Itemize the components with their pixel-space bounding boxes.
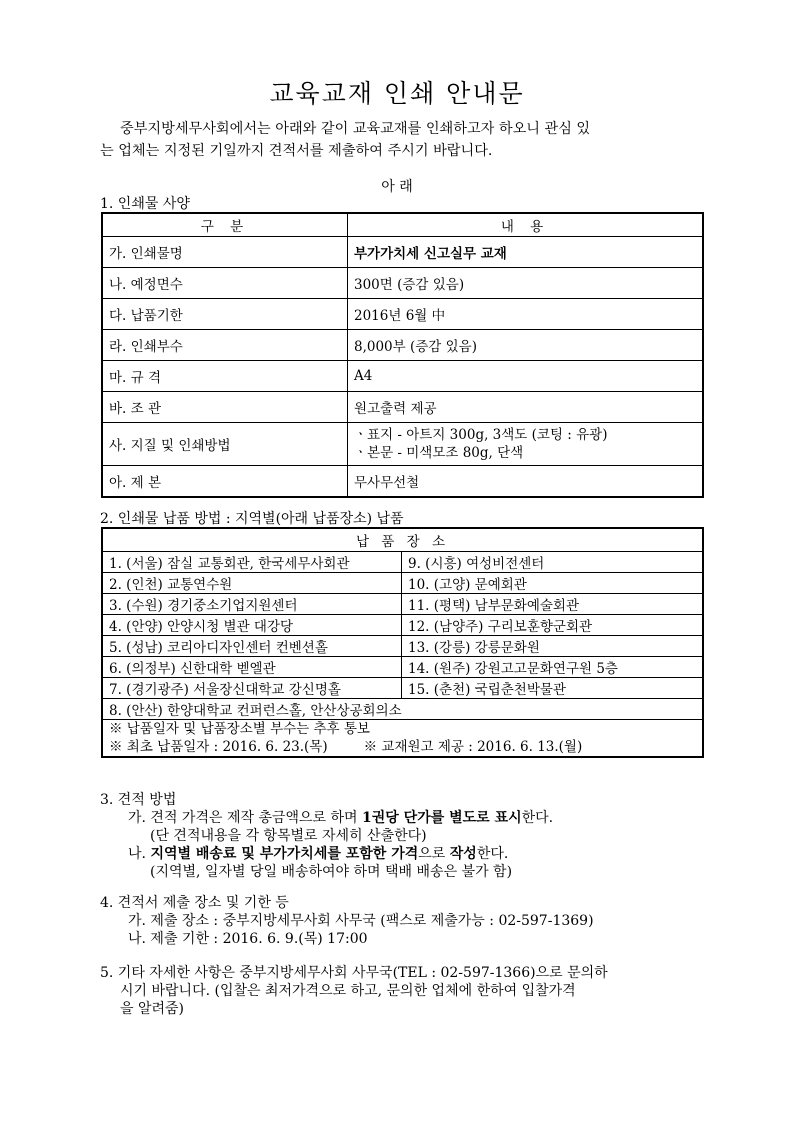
delivery-notes — [102, 720, 703, 758]
spec-label: 라. 인쇄부수 — [102, 330, 348, 361]
delivery-location: 11. (평택) 남부문화예술회관 — [402, 594, 704, 615]
intro-line-2: 는 업체는 지정된 기일까지 견적서를 제출하여 주시기 바랍니다. — [100, 143, 493, 159]
text: 나. — [128, 846, 151, 862]
section3-item-a-sub: (단 견적내용을 각 항목별로 자세히 산출한다) — [150, 828, 427, 844]
spec-value: 부가가치세 신고실무 교재 — [348, 237, 704, 268]
section1-heading: 1. 인쇄물 사양 — [100, 196, 190, 212]
note-line: ※ 납품일자 및 납품장소별 부수는 추후 통보 — [109, 721, 370, 737]
spec-label: 사. 지질 및 인쇄방법 — [102, 423, 348, 466]
spec-header-category: 구 분 — [102, 213, 348, 237]
section5-line-1: 5. 기타 자세한 사항은 중부지방세무사회 사무국(TEL : 02-597-1366)으로 문의하 — [100, 965, 608, 981]
delivery-location: 15. (춘천) 국립춘천박물관 — [402, 678, 704, 699]
spec-label: 마. 규 격 — [102, 361, 348, 392]
delivery-location: 6. (의정부) 신한대학 벧엘관 — [102, 657, 402, 678]
spec-value: 8,000부 (증감 있음) — [348, 330, 704, 361]
delivery-location: 12. (남양주) 구리보훈향군회관 — [402, 615, 704, 636]
delivery-location: 9. (시흥) 여성비전센터 — [402, 552, 704, 573]
section4-item-a: 가. 제출 장소 : 중부지방세무사회 사무국 (팩스로 제출가능 : 02-597-1369) — [128, 913, 594, 929]
emphasis-text: 작성 — [449, 846, 477, 862]
spec-table — [101, 212, 704, 498]
note-manuscript: ※ 교재원고 제공 : 2016. 6. 13.(월) — [363, 739, 583, 755]
section5-line-2: 시기 바랍니다. (입찰은 최저가격으로 하고, 문의한 업체에 한하여 입찰가격 — [120, 983, 576, 999]
delivery-location: 3. (수원) 경기중소기업지원센터 — [102, 594, 402, 615]
delivery-header: 납 품 장 소 — [102, 528, 703, 552]
text: 가. 견적 가격은 제작 총금액으로 하며 — [128, 810, 363, 826]
delivery-location: 7. (경기광주) 서울장신대학교 강신명홀 — [102, 678, 402, 699]
delivery-location: 13. (강릉) 강릉문화원 — [402, 636, 704, 657]
delivery-location: 5. (성남) 코리아디자인센터 컨벤션홀 — [102, 636, 402, 657]
note-first-delivery: ※ 최초 납품일자 : 2016. 6. 23.(목) — [109, 739, 328, 755]
spec-label: 바. 조 관 — [102, 392, 348, 423]
spec-value: A4 — [348, 361, 704, 392]
delivery-table — [101, 527, 704, 758]
section5-line-3: 을 알려줌) — [120, 1001, 185, 1017]
delivery-location: 10. (고양) 문예회관 — [402, 573, 704, 594]
spec-value: 300면 (증감 있음) — [348, 268, 704, 299]
delivery-location: 8. (안산) 한양대학교 컨퍼런스홀, 안산상공회의소 — [102, 699, 703, 720]
text: 한다. — [521, 810, 554, 826]
section4-heading: 4. 견적서 제출 장소 및 기한 등 — [100, 895, 289, 911]
spec-label: 가. 인쇄물명 — [102, 237, 348, 268]
page-title: 교육교재 인쇄 안내문 — [269, 79, 525, 108]
intro-line-1: 중부지방세무사회에서는 아래와 같이 교육교재를 인쇄하고자 하오니 관심 있 — [120, 121, 591, 137]
delivery-location: 1. (서울) 잠실 교통회관, 한국세무사회관 — [102, 552, 402, 573]
spec-value: 무사무선철 — [348, 466, 704, 498]
section4-item-b: 나. 제출 기한 : 2016. 6. 9.(목) 17:00 — [128, 931, 368, 947]
emphasis-text: 1권당 단가를 별도로 표시 — [362, 810, 522, 826]
text: 한다. — [476, 846, 509, 862]
delivery-location: 14. (원주) 강원고고문화연구원 5층 — [402, 657, 704, 678]
section3-heading: 3. 견적 방법 — [100, 792, 177, 808]
spec-label: 다. 납품기한 — [102, 299, 348, 330]
spec-value-line: ㆍ본문 - 미색모조 80g, 단색 — [354, 445, 524, 461]
spec-label: 나. 예정면수 — [102, 268, 348, 299]
spec-header-content: 내 용 — [348, 213, 704, 237]
section3-item-b-sub: (지역별, 일자별 당일 배송하여야 하며 택배 배송은 불가 함) — [150, 864, 513, 880]
section3-item-a — [128, 807, 553, 827]
delivery-location: 2. (인천) 교통연수원 — [102, 573, 402, 594]
spec-value: 원고출력 제공 — [348, 392, 704, 423]
section2-heading: 2. 인쇄물 납품 방법 : 지역별(아래 납품장소) 납품 — [100, 511, 404, 527]
emphasis-text: 지역별 배송료 및 부가가치세를 포함한 가격 — [150, 846, 419, 862]
delivery-location: 4. (안양) 안양시청 별관 대강당 — [102, 615, 402, 636]
note-line — [109, 738, 696, 756]
center-label: 아 래 — [381, 179, 413, 195]
section3-item-b — [128, 843, 508, 863]
text: 으로 — [418, 846, 450, 862]
spec-value-multiline — [348, 423, 704, 466]
spec-value: 2016년 6월 中 — [348, 299, 704, 330]
spec-value-line: ㆍ표지 - 아트지 300g, 3색도 (코팅 : 유광) — [354, 427, 608, 443]
spec-label: 아. 제 본 — [102, 466, 348, 498]
